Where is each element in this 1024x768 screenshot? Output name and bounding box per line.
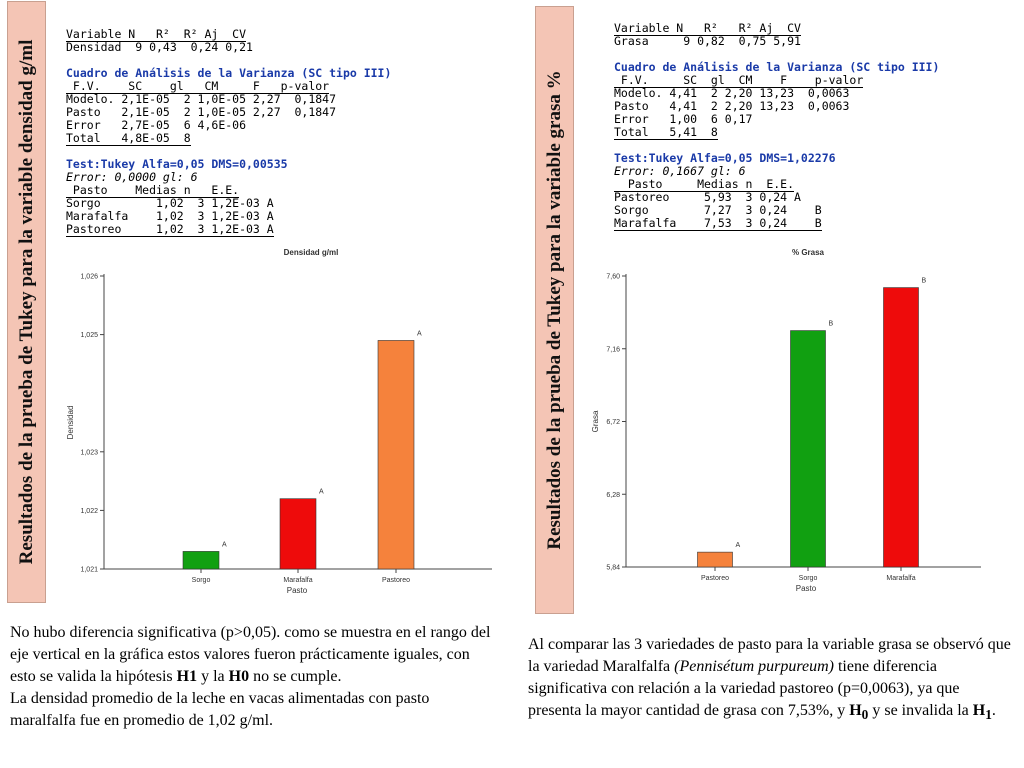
right-tukey-title: Test:Tukey Alfa=0,05 DMS=1,02276 bbox=[614, 151, 836, 165]
bar-letter-label: A bbox=[319, 488, 324, 496]
x-tick-label: Marafalfa bbox=[886, 575, 916, 582]
left-para-text-3: no se cumple. bbox=[249, 668, 342, 685]
bar-marafalfa bbox=[884, 288, 919, 567]
right-anova-row: Error 1,00 6 0,17 bbox=[614, 112, 753, 126]
left-tukey-header: Pasto Medias n E.E. bbox=[66, 183, 240, 197]
y-tick-label: 6,72 bbox=[606, 419, 620, 426]
right-stats-panel bbox=[614, 22, 939, 230]
right-conclusion-paragraph bbox=[528, 634, 1014, 726]
left-tukey-title: Test:Tukey Alfa=0,05 DMS=0,00535 bbox=[66, 157, 288, 171]
right-side-label bbox=[535, 6, 574, 614]
left-tukey-row: Pastoreo 1,02 3 1,2E-03 A bbox=[66, 222, 274, 236]
right-para-h0: $H_0$ bbox=[849, 702, 869, 723]
left-conclusion-paragraph bbox=[10, 622, 498, 732]
left-anova-row: Error 2,7E-05 6 4,6E-06 bbox=[66, 118, 247, 132]
chart-title: % Grasa bbox=[791, 248, 825, 257]
x-axis-label: Pasto bbox=[286, 586, 308, 595]
right-side-label-text: Resultados de la prueba de Tukey para la variable grasa % bbox=[543, 70, 565, 550]
left-tukey-error: Error: 0,0000 gl: 6 bbox=[66, 170, 198, 184]
left-tukey-row: Marafalfa 1,02 3 1,2E-03 A bbox=[66, 209, 274, 223]
left-para-h0: H0 bbox=[228, 668, 250, 685]
left-stats-panel bbox=[66, 28, 391, 236]
fat-chart bbox=[585, 240, 1015, 605]
y-tick-label: 5,84 bbox=[606, 564, 620, 572]
x-tick-label: Sorgo bbox=[191, 577, 211, 584]
right-summary-row: Grasa 9 0,82 0,75 5,91 bbox=[614, 34, 801, 48]
right-para-text-4: . bbox=[991, 702, 996, 719]
left-anova-row: Total 4,8E-05 8 bbox=[66, 131, 191, 145]
right-para-species: (Pennisétum purpureum) bbox=[674, 658, 834, 675]
bar-letter-label: B bbox=[828, 320, 834, 328]
fat-chart-svg bbox=[585, 240, 1015, 605]
right-para-text-1: Al comparar las 3 variedades de pasto para la variable grasa se observó que la variedad Maralfalfa bbox=[528, 636, 1011, 675]
left-tukey-row: Sorgo 1,02 3 1,2E-03 A bbox=[66, 196, 274, 210]
right-tukey-row: Sorgo 7,27 3 0,24 B bbox=[614, 203, 822, 217]
density-chart-svg bbox=[60, 240, 500, 605]
y-axis-label: Grasa bbox=[591, 410, 600, 433]
left-anova-row: Pasto 2,1E-05 2 1,0E-05 2,27 0,1847 bbox=[66, 105, 337, 119]
left-para-h1: H1 bbox=[176, 668, 198, 685]
right-para-text-2: tiene diferencia significativa con relación a la variedad pastoreo (p=0,0063), ya que presenta la mayor cantidad de grasa con 7,53%, y bbox=[528, 658, 960, 719]
right-summary-header: Variable N R² R² Aj CV bbox=[614, 21, 801, 35]
left-para-text-2: y la bbox=[197, 668, 229, 685]
right-para-h1: $H_1$ bbox=[972, 702, 992, 723]
x-tick-label: Pastoreo bbox=[700, 575, 730, 582]
y-tick-label: 7,16 bbox=[606, 346, 620, 354]
x-tick-label: Marafalfa bbox=[283, 577, 313, 584]
right-tukey-header: Pasto Medias n E.E. bbox=[614, 177, 795, 191]
left-anova-row: Modelo. 2,1E-05 2 1,0E-05 2,27 0,1847 bbox=[66, 92, 337, 106]
y-tick-label: 1,022 bbox=[80, 507, 98, 515]
bar-letter-label: B bbox=[921, 277, 927, 285]
left-para-text-1: No hubo diferencia significativa (p>0,05). como se muestra en el rango del eje vertical en la gráfica estos valores fueron prácticamente iguales, con esto se valida la hipótesis bbox=[10, 624, 491, 685]
y-tick-label: 6,28 bbox=[606, 491, 620, 499]
right-anova-title: Cuadro de Análisis de la Varianza (SC tipo III) bbox=[614, 60, 940, 74]
left-anova-header: F.V. SC gl CM F p-valor bbox=[66, 79, 330, 93]
bar-letter-label: A bbox=[735, 542, 741, 550]
left-side-label bbox=[7, 1, 46, 603]
right-anova-row: Pasto 4,41 2 2,20 13,23 0,0063 bbox=[614, 99, 850, 113]
bar-sorgo bbox=[183, 551, 219, 569]
left-para-text-4: La densidad promedio de la leche en vacas alimentadas con pasto maralfalfa fue en promedio de 1,02 g/ml. bbox=[10, 690, 430, 729]
y-axis-label: Densidad bbox=[66, 405, 75, 440]
bar-pastoreo bbox=[698, 552, 733, 567]
x-tick-label: Pastoreo bbox=[381, 577, 411, 584]
bar-marafalfa bbox=[280, 499, 316, 569]
left-summary-row: Densidad 9 0,43 0,24 0,21 bbox=[66, 40, 253, 54]
right-anova-row: Modelo. 4,41 2 2,20 13,23 0,0063 bbox=[614, 86, 850, 100]
y-tick-label: 1,025 bbox=[80, 332, 98, 340]
chart-title: Densidad g/ml bbox=[283, 248, 339, 257]
right-tukey-error: Error: 0,1667 gl: 6 bbox=[614, 164, 746, 178]
y-tick-label: 1,021 bbox=[80, 566, 98, 574]
right-para-text-3: y se invalida la bbox=[868, 702, 973, 719]
bar-letter-label: A bbox=[417, 330, 422, 338]
right-anova-header: F.V. SC gl CM F p-valor bbox=[614, 73, 864, 87]
x-axis-label: Pasto bbox=[795, 584, 817, 593]
right-tukey-row: Marafalfa 7,53 3 0,24 B bbox=[614, 216, 822, 230]
y-tick-label: 7,60 bbox=[606, 273, 620, 281]
bar-pastoreo bbox=[378, 340, 414, 569]
left-anova-title: Cuadro de Análisis de la Varianza (SC tipo III) bbox=[66, 66, 392, 80]
y-tick-label: 1,023 bbox=[80, 449, 98, 457]
density-chart bbox=[60, 240, 500, 605]
bar-sorgo bbox=[791, 331, 826, 567]
left-side-label-text: Resultados de la prueba de Tukey para la variable densidad g/ml bbox=[15, 39, 37, 565]
right-anova-row: Total 5,41 8 bbox=[614, 125, 718, 139]
x-tick-label: Sorgo bbox=[798, 575, 818, 582]
right-tukey-row: Pastoreo 5,93 3 0,24 A bbox=[614, 190, 801, 204]
y-tick-label: 1,026 bbox=[80, 273, 98, 281]
left-summary-header: Variable N R² R² Aj CV bbox=[66, 27, 247, 41]
bar-letter-label: A bbox=[222, 541, 227, 549]
